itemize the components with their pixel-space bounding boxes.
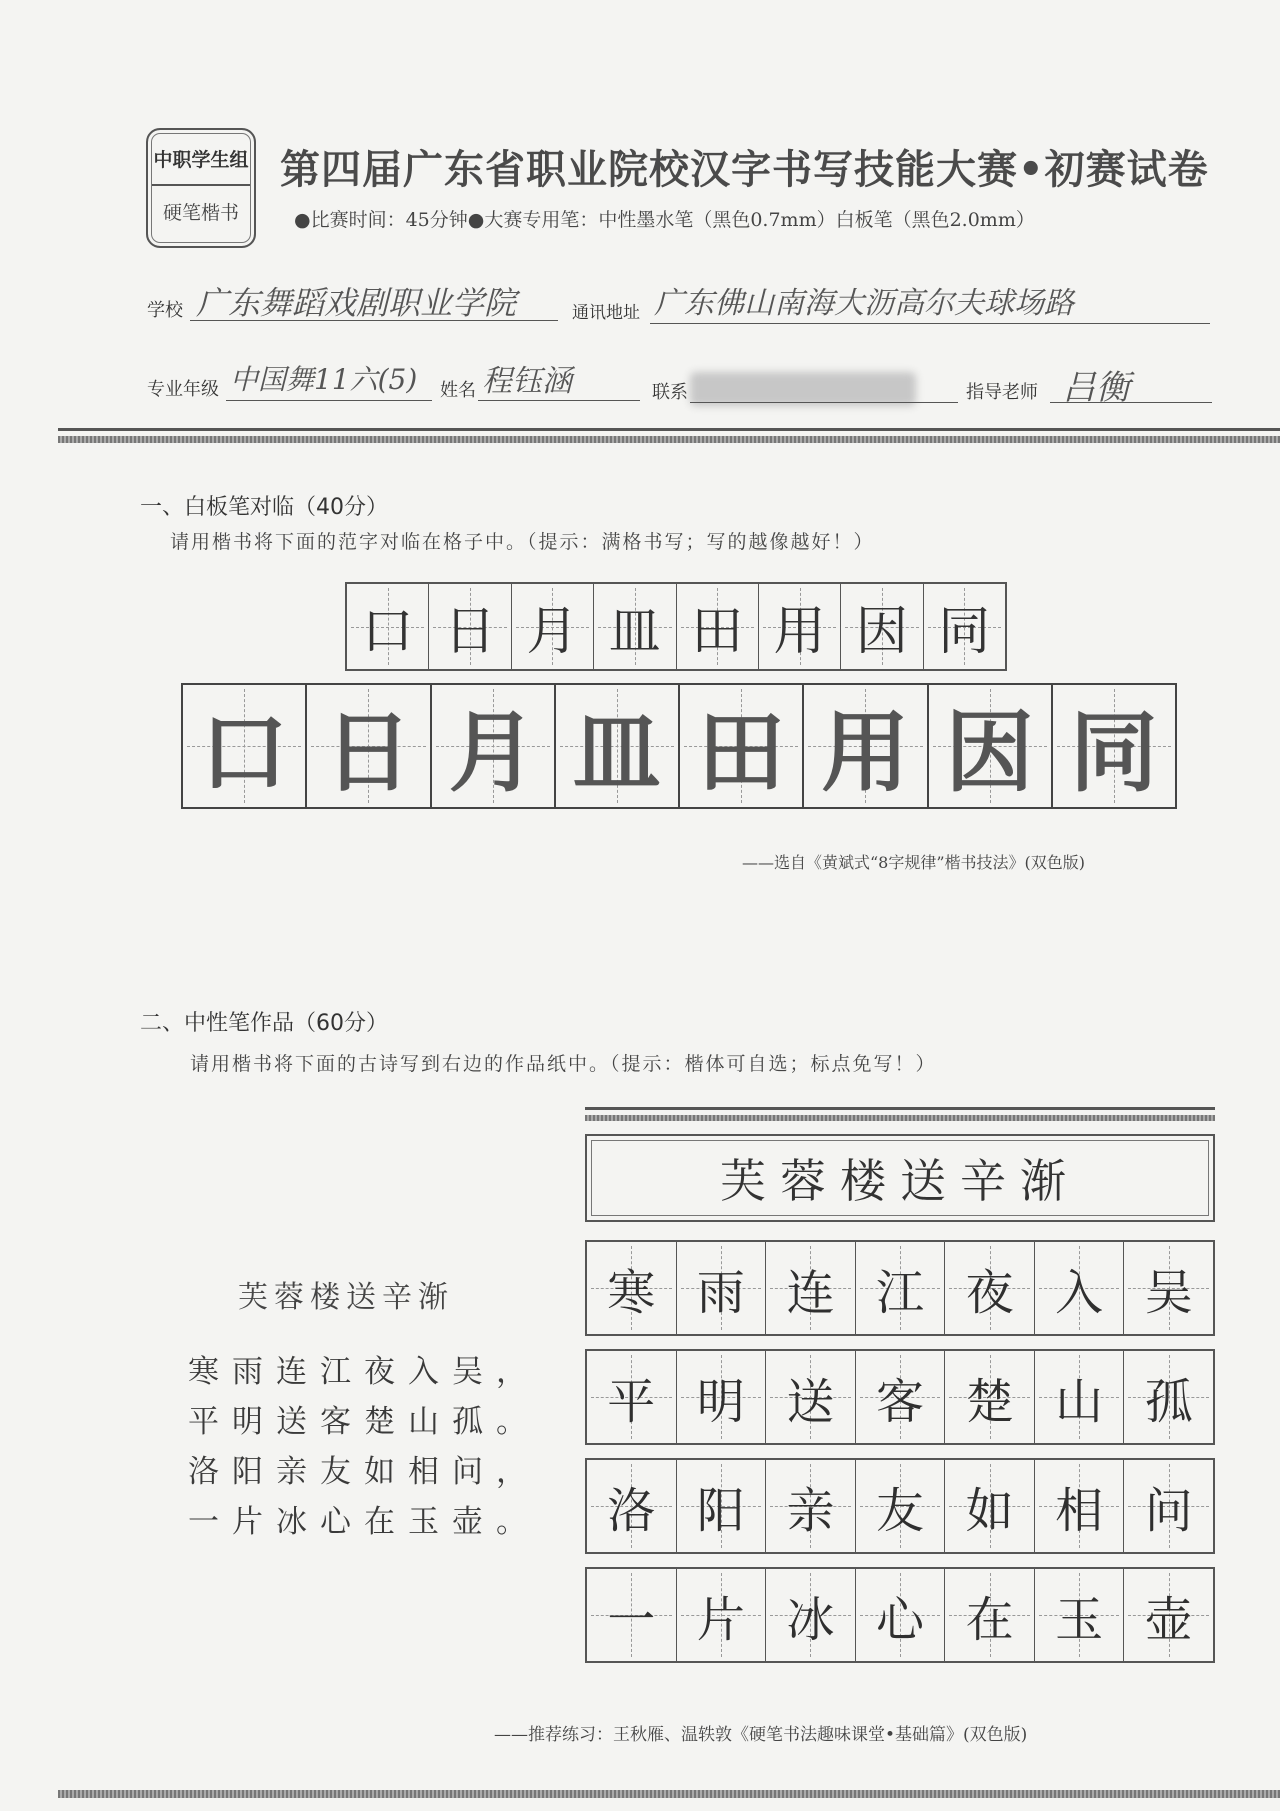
badge-category: 硬笔楷书 [162,202,239,224]
char-cell [587,1242,677,1334]
char: 亲 [786,1482,835,1539]
char: 皿 [572,701,661,804]
char-cell [1035,1569,1125,1661]
char-cell [1124,1569,1213,1661]
poem-line: 平明送客楚山孤。 [188,1404,540,1440]
char: 口 [200,701,289,804]
char-cell [856,1242,946,1334]
char: 吴 [1144,1264,1193,1321]
char: 山 [1055,1373,1104,1430]
char-cell [1035,1460,1125,1552]
char: 送 [786,1373,835,1430]
char-cell [1124,1460,1213,1552]
char-cell [677,584,759,669]
badge-group: 中职学生组 [152,136,250,186]
name-label: 姓名 [440,380,476,401]
paper-rule-top [585,1107,1215,1110]
model-char-grid [345,582,1007,671]
char: 因 [945,701,1034,804]
char-cell [856,1351,946,1443]
school-label: 学校 [147,300,183,321]
char: 口 [361,602,414,662]
char: 入 [1055,1264,1104,1321]
written-row [585,1240,1215,1336]
char-cell [945,1242,1035,1334]
char-cell [677,1460,767,1552]
contact-underline [690,402,958,403]
char-cell [804,685,928,807]
char: 楚 [965,1373,1014,1430]
char: 如 [965,1482,1014,1539]
char: 平 [607,1373,656,1430]
char-cell [856,1460,946,1552]
char-cell [432,685,556,807]
poem-line: 洛阳亲友如相问， [188,1454,540,1490]
char: 日 [324,701,413,804]
char-cell [512,584,594,669]
char: 江 [876,1264,925,1321]
char: 在 [965,1591,1014,1648]
poem-line: 一片冰心在玉壶。 [188,1504,540,1540]
char: 月 [448,701,537,804]
header-rule-hatch [58,436,1280,443]
teacher-value: 吕衡 [1062,368,1130,408]
char-cell [945,1569,1035,1661]
char-cell [766,1351,856,1443]
section2-heading: 二、中性笔作品（60分） [140,1011,388,1036]
footer-rule [58,1790,1280,1798]
page-subtitle: ●比赛时间：45分钟●大赛专用笔：中性墨水笔（黑色0.7mm）白板笔（黑色2.0mm） [294,209,1035,231]
teacher-label: 指导老师 [966,382,1038,403]
char-cell [841,584,923,669]
char: 日 [444,602,497,662]
char-cell [677,1569,767,1661]
contact-label: 联系 [652,382,688,403]
char-cell [945,1460,1035,1552]
school-underline [190,320,558,321]
header-rule [58,428,1280,431]
char-cell [929,685,1053,807]
char-cell [429,584,511,669]
char: 连 [786,1264,835,1321]
char-cell [587,1460,677,1552]
section1-citation: ——选自《黄斌式“8字规律”楷书技法》(双色版) [742,853,1086,872]
char-cell [680,685,804,807]
address-label: 通讯地址 [572,303,640,323]
contact-redacted [690,372,916,406]
char-cell [1053,685,1175,807]
char-cell [307,685,431,807]
char: 雨 [696,1264,745,1321]
char-cell [587,1569,677,1661]
char-cell [766,1569,856,1661]
char: 壶 [1144,1591,1193,1648]
char: 寒 [607,1264,656,1321]
poem-line: 寒雨连江夜入吴， [188,1354,540,1390]
char: 阳 [696,1482,745,1539]
written-row [585,1349,1215,1445]
char-cell [1124,1242,1213,1334]
section1-instruction: 请用楷书将下面的范字对临在格子中。（提示：满格书写；写的越像越好！） [170,531,875,553]
char: 月 [526,602,579,662]
char: 皿 [608,602,661,662]
char: 相 [1055,1482,1104,1539]
char: 洛 [607,1482,656,1539]
written-row [585,1567,1215,1663]
char: 一 [607,1591,656,1648]
char-cell [594,584,676,669]
name-underline [478,400,640,401]
teacher-underline [1050,402,1212,403]
school-value: 广东舞蹈戏剧职业学院 [196,284,517,322]
group-badge [146,128,256,248]
written-row [585,1458,1215,1554]
char: 问 [1144,1482,1193,1539]
char-cell [766,1242,856,1334]
char-cell [924,584,1005,669]
copied-char-grid [181,683,1177,809]
major-underline [226,400,432,401]
recommendation: ——推荐练习：王秋雁、温轶敦《硬笔书法趣味课堂•基础篇》(双色版) [494,1725,1028,1745]
char: 客 [876,1373,925,1430]
char-cell [556,685,680,807]
char-cell [347,584,429,669]
char: 田 [691,602,744,662]
char-cell [945,1351,1035,1443]
char: 冰 [786,1591,835,1648]
section1-heading: 一、白板笔对临（40分） [140,495,388,520]
char-cell [1035,1351,1125,1443]
char-cell [587,1351,677,1443]
char-cell [759,584,841,669]
char: 夜 [965,1264,1014,1321]
char-cell [677,1351,767,1443]
major-value: 中国舞11六(5) [230,363,418,396]
section2-instruction: 请用楷书将下面的古诗写到右边的作品纸中。（提示：楷体可自选；标点免写！） [190,1053,937,1075]
char: 用 [773,602,826,662]
char-cell [856,1569,946,1661]
paper-rule-hatch [585,1115,1215,1121]
char: 友 [876,1482,925,1539]
char-cell [766,1460,856,1552]
char: 片 [696,1591,745,1648]
major-label: 专业年级 [147,379,219,400]
written-title-box [585,1134,1215,1222]
char: 因 [855,602,908,662]
char: 用 [821,701,910,804]
address-underline [650,323,1210,324]
page-title: 第四届广东省职业院校汉字书写技能大赛•初赛试卷 [280,147,1209,193]
address-value: 广东佛山南海大沥高尔夫球场路 [654,286,1074,321]
char: 同 [938,602,991,662]
name-value: 程钰涵 [482,364,572,399]
char: 孤 [1144,1373,1193,1430]
char: 同 [1069,701,1158,804]
char-cell [183,685,307,807]
char: 心 [876,1591,925,1648]
char-cell [677,1242,767,1334]
poem-title: 芙蓉楼送辛渐 [238,1280,454,1315]
char: 明 [696,1373,745,1430]
char: 玉 [1055,1591,1104,1648]
char: 田 [697,701,786,804]
char-cell [1124,1351,1213,1443]
written-title: 芙蓉楼送辛渐 [720,1154,1080,1208]
char-cell [1035,1242,1125,1334]
